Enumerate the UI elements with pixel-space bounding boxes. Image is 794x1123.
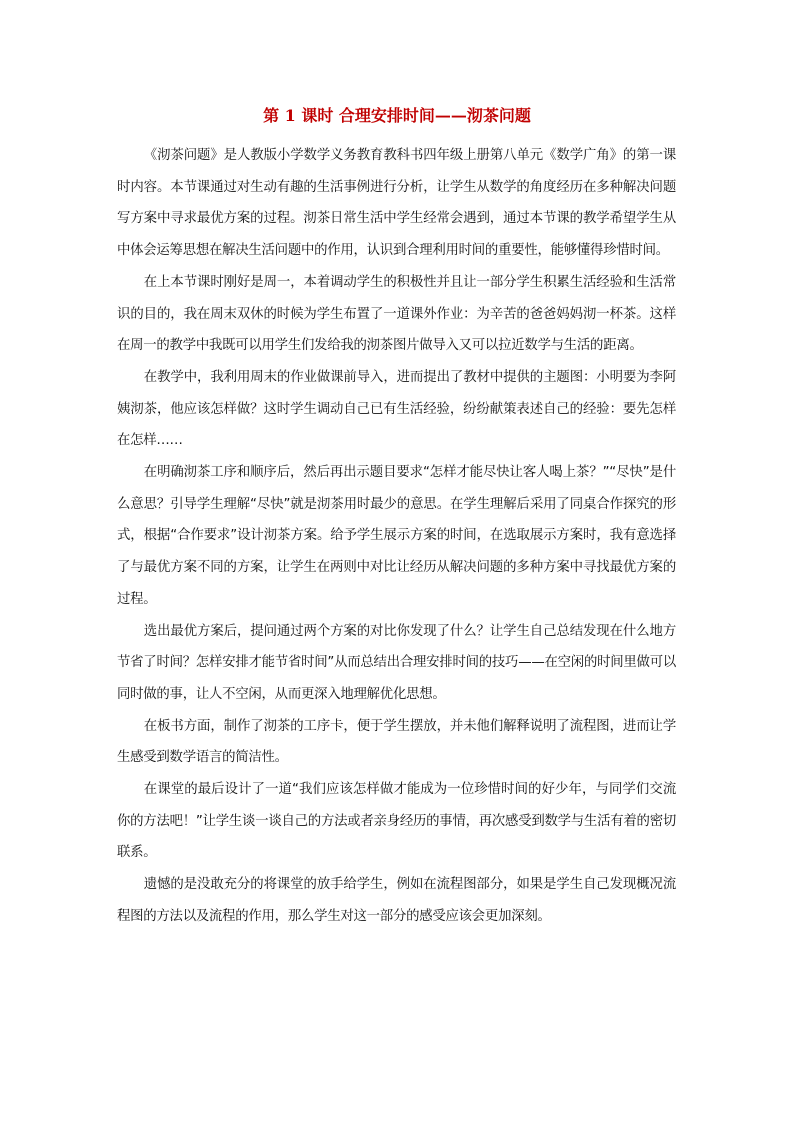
paragraph-design-plan: 在明确沏茶工序和顺序后，然后再出示题目要求“怎样才能尽快让客人喝上茶？”“尽快”是什么意思？引导学生理解“尽快”就是沏茶用时最少的意思。在学生理解后采用了同桌合作探究的形式，根据“合作要求”设计沏茶方案。给予学生展示方案的时间，在选取展示方案时，我有意选择了与最优方案不同的方案，让学生在两则中对比让经历从解决问题的多种方案中寻找最优方案的过程。 [117,465,676,607]
paragraph-lead-in: 在教学中，我利用周末的作业做课前导入，进而提出了教材中提供的主题图：小明要为李阿姨沏茶，他应该怎样做？这时学生调动自己已有生活经验，纷纷献策表述自己的经验：要先怎样在怎样…… [117,369,676,449]
document-title: 第 1 课时 合理安排时间——沏茶问题 [263,106,531,125]
paragraph-intro: 《沏茶问题》是人教版小学数学义务教育教科书四年级上册第八单元《数学广角》的第一课时内容。本节课通过对生动有趣的生活事例进行分析，让学生从数学的角度经历在多种解决问题写方案中寻求最优方案的过程。沏茶日常生活中学生经常会遇到，通过本节课的教学希望学生从中体会运筹思想在解决生活问题中的作用，认识到合理利用时间的重要性，能够懂得珍惜时间。 [117,148,676,259]
document-body [117,140,676,933]
paragraph-closing: 在课堂的最后设计了一道“我们应该怎样做才能成为一位珍惜时间的好少年，与同学们交流你的方法吧！”让学生谈一谈自己的方法或者亲身经历的事情，再次感受到数学与生活有着的密切联系。 [117,782,676,861]
paragraph-reflection: 遗憾的是没敢充分的将课堂的放手给学生，例如在流程图部分，如果是学生自己发现概况流程图的方法以及流程的作用，那么学生对这一部分的感受应该会更加深刻。 [117,877,676,924]
paragraph-summary: 选出最优方案后，提问通过两个方案的对比你发现了什么？让学生自己总结发现在什么地方节省了时间？怎样安排才能节省时间”从而总结出合理安排时间的技巧——在空闲的时间里做可以同时做的事，让人不空闲，从而更深入地理解优化思想。 [117,623,676,702]
paragraph-homework: 在上本节课时刚好是周一，本着调动学生的积极性并且让一部分学生积累生活经验和生活常识的目的，我在周末双休的时候为学生布置了一道课外作业：为辛苦的爸爸妈妈沏一杯茶。这样在周一的教学中我既可以用学生们发给我的沏茶图片做导入又可以拉近数学与生活的距离。 [117,274,676,354]
paragraph-blackboard: 在板书方面，制作了沏茶的工序卡，便于学生摆放，并未他们解释说明了流程图，进而让学生感受到数学语言的简洁性。 [117,718,676,766]
